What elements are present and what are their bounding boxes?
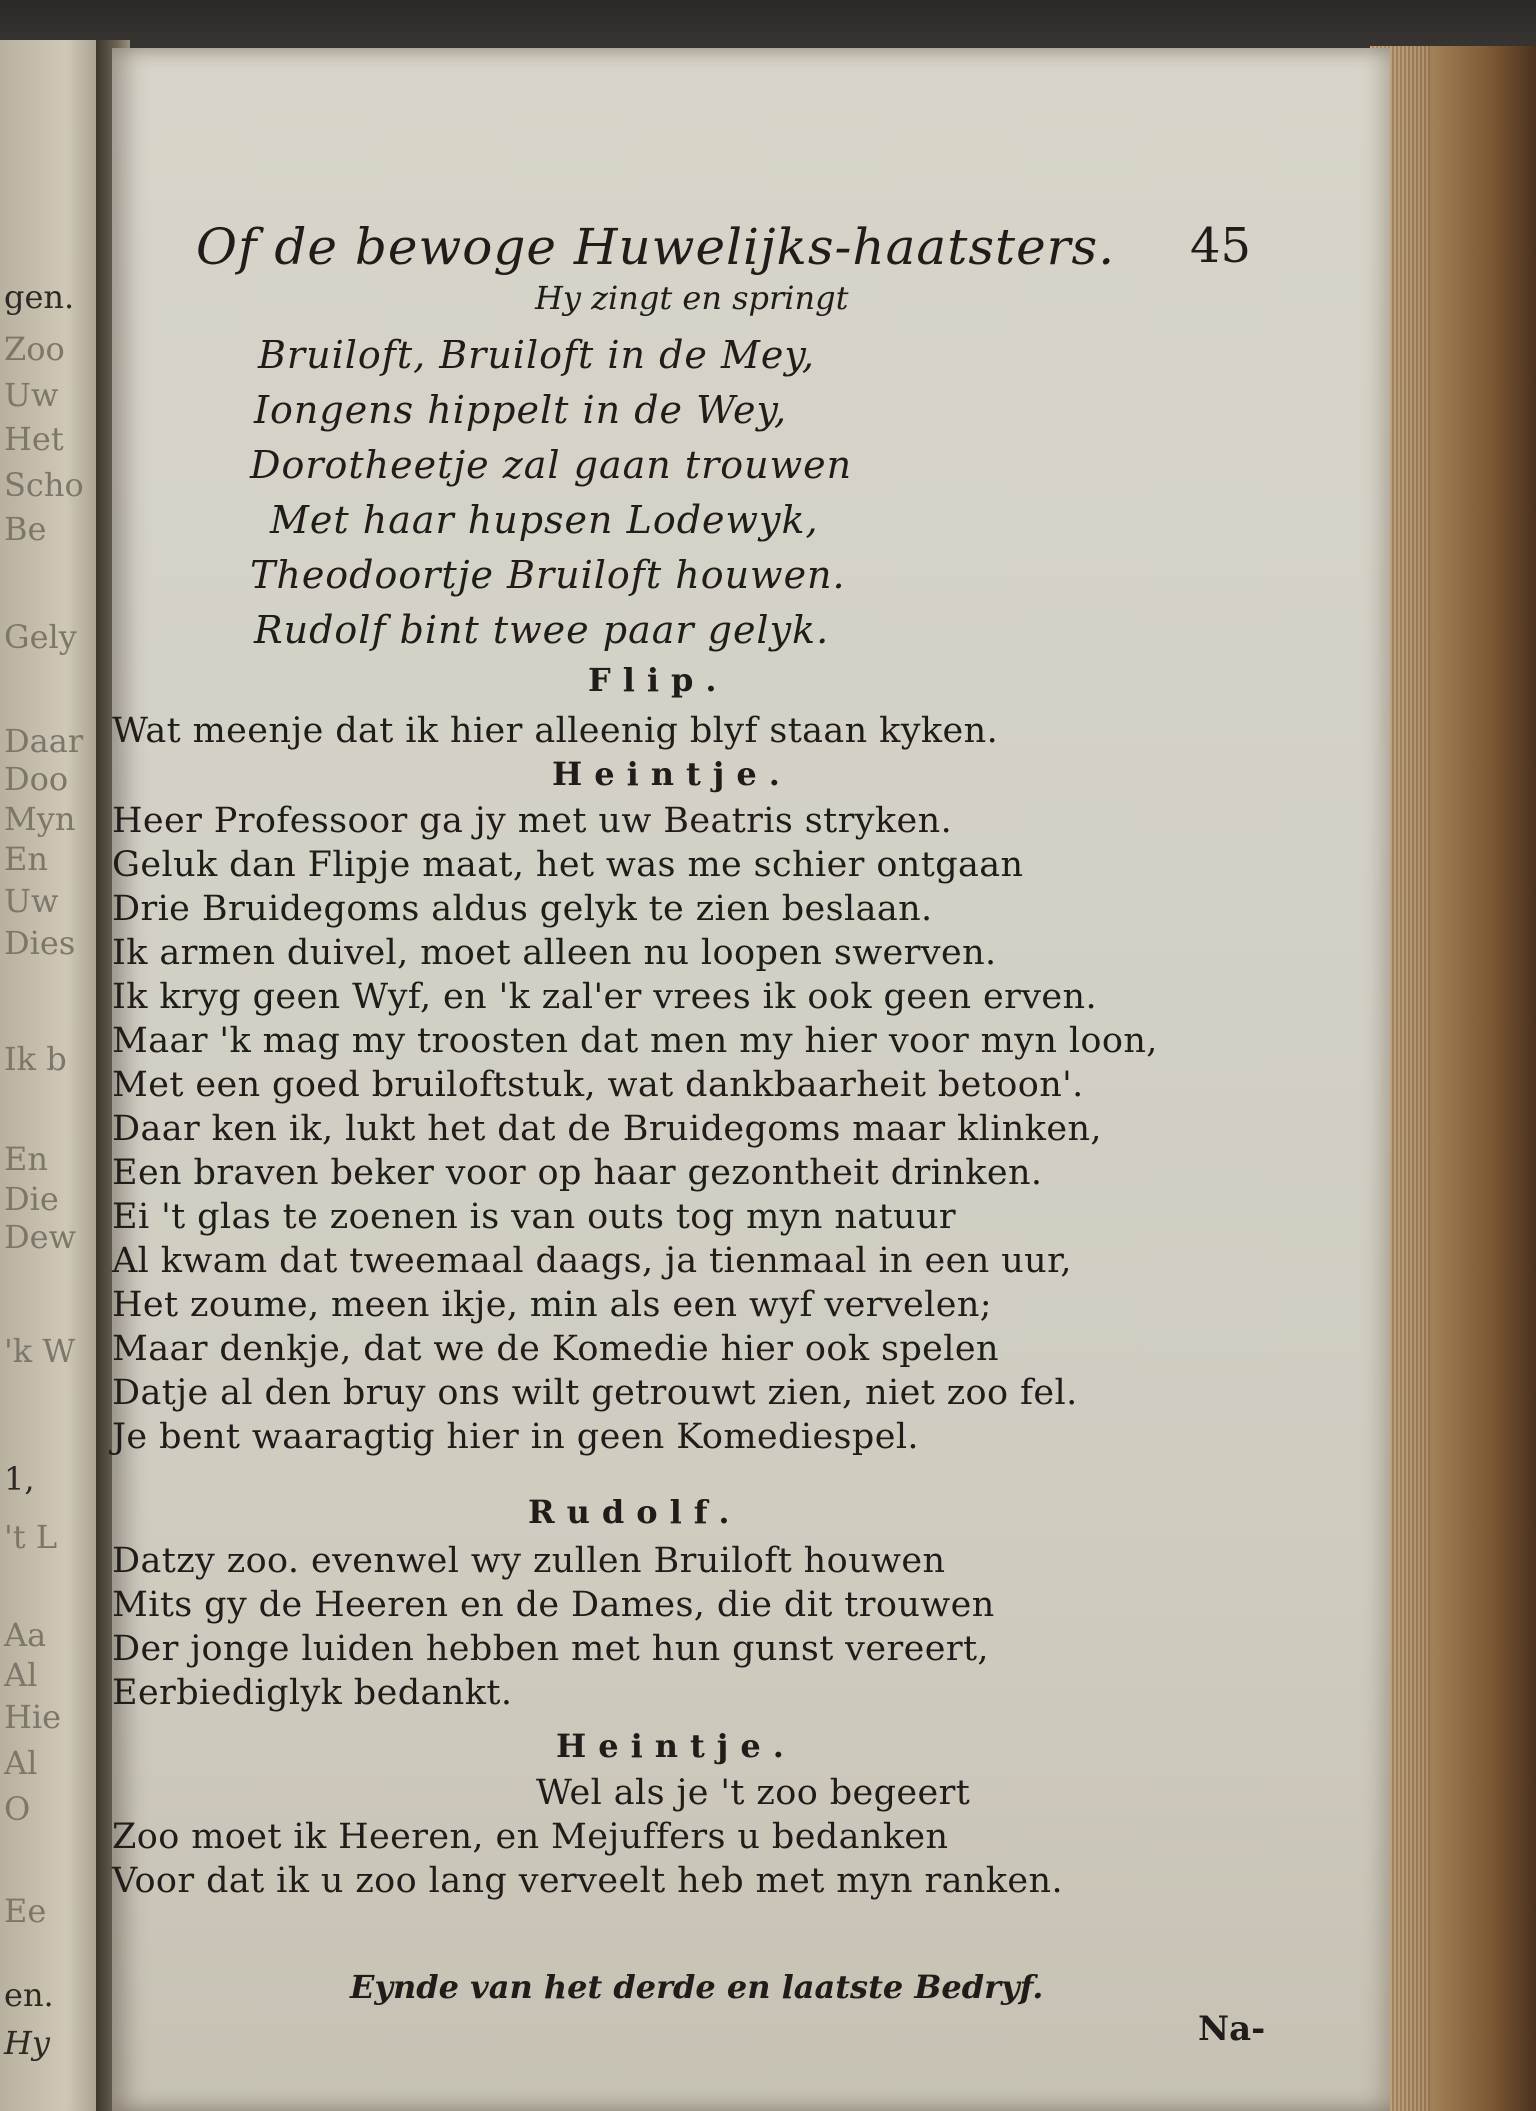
left-fragment: Daar: [4, 722, 84, 760]
verse-line: Ik armen duivel, moet alleen nu loopen swerven.: [112, 933, 997, 973]
running-title: Of de bewoge Huwelijks-haatsters.: [196, 218, 1116, 276]
song-line: Bruiloft, Bruiloft in de Mey,: [258, 333, 815, 377]
verse-line: Geluk dan Flipje maat, het was me schier ontgaan: [112, 845, 1024, 885]
catchword: Na-: [1198, 2009, 1266, 2049]
left-fragment: 1,: [4, 1460, 35, 1498]
song-line: Iongens hippelt in de Wey,: [254, 388, 788, 432]
left-fragment: Al: [4, 1656, 38, 1694]
song-line: Rudolf bint twee paar gelyk.: [254, 608, 830, 652]
song-line: Met haar hupsen Lodewyk,: [270, 498, 819, 542]
left-fragment: Die: [4, 1180, 59, 1218]
left-fragment: Zoo: [4, 330, 65, 368]
verse-line: Ei 't glas te zoenen is van outs tog myn natuur: [112, 1197, 957, 1237]
left-fragment: Het: [4, 420, 64, 458]
left-fragment: en.: [4, 1976, 54, 2014]
verse-line: Met een goed bruiloftstuk, wat dankbaarheit betoon'.: [112, 1065, 1084, 1105]
verse-line: Wat meenje dat ik hier alleenig blyf staan kyken.: [112, 711, 999, 751]
verse-line: Datje al den bruy ons wilt getrouwt zien, niet zoo fel.: [112, 1373, 1078, 1413]
left-fragment: Dew: [4, 1218, 76, 1256]
verse-line: Zoo moet ik Heeren, en Mejuffers u bedanken: [112, 1817, 949, 1857]
verse-line: Der jonge luiden hebben met hun gunst vereert,: [112, 1629, 989, 1669]
verse-line: Eerbiediglyk bedankt.: [112, 1673, 513, 1713]
verse-line: Maar denkje, dat we de Komedie hier ook spelen: [112, 1329, 999, 1369]
left-fragment: 't L: [4, 1518, 58, 1556]
left-fragment: En: [4, 1140, 48, 1178]
left-fragment: Doo: [4, 760, 69, 798]
left-fragment: Ee: [4, 1892, 47, 1930]
verse-line: Ik kryg geen Wyf, en 'k zal'er vrees ik ook geen erven.: [112, 977, 1097, 1017]
verse-line: Mits gy de Heeren en de Dames, die dit trouwen: [112, 1585, 995, 1625]
left-fragment: Al: [4, 1744, 38, 1782]
left-fragment: Aa: [4, 1616, 47, 1654]
verse-line: Drie Bruidegoms aldus gelyk te zien beslaan.: [112, 889, 933, 929]
left-fragment: Scho: [4, 466, 84, 504]
speaker-name: Heintje.: [556, 1727, 796, 1765]
speaker-name: Flip.: [588, 661, 729, 699]
left-fragment: Uw: [4, 882, 59, 920]
speaker-name: Rudolf.: [528, 1493, 742, 1531]
left-fragment: Myn: [4, 800, 76, 838]
speaker-name: Heintje.: [552, 755, 792, 793]
act-end-note: Eynde van het derde en laatste Bedryf.: [350, 1968, 1044, 2006]
left-fragment: Ik b: [4, 1040, 67, 1078]
verse-line: Voor dat ik u zoo lang verveelt heb met myn ranken.: [112, 1861, 1063, 1901]
left-fragment: 'k W: [4, 1332, 76, 1370]
left-fragment: Uw: [4, 376, 59, 414]
left-fragment: Dies: [4, 924, 76, 962]
verse-line: Heer Professoor ga jy met uw Beatris stryken.: [112, 801, 953, 841]
song-line: Theodoortje Bruiloft houwen.: [250, 553, 846, 597]
verse-line: Een braven beker voor op haar gezontheit drinken.: [112, 1153, 1043, 1193]
left-fragment: Hie: [4, 1698, 62, 1736]
verse-line: Wel als je 't zoo begeert: [536, 1773, 971, 1813]
verse-line: Maar 'k mag my troosten dat men my hier voor myn loon,: [112, 1021, 1158, 1061]
verse-line: Al kwam dat tweemaal daags, ja tienmaal in een uur,: [112, 1241, 1072, 1281]
left-fragment: O: [4, 1790, 31, 1828]
stage-direction: Hy zingt en springt: [535, 279, 849, 317]
left-fragment: Be: [4, 510, 47, 548]
verse-line: Het zoume, meen ikje, min als een wyf vervelen;: [112, 1285, 992, 1325]
left-fragment: Gely: [4, 618, 77, 656]
left-fragment: gen.: [4, 278, 75, 316]
left-fragment: Hy: [4, 2024, 50, 2062]
verse-line: Daar ken ik, lukt het dat de Bruidegoms maar klinken,: [112, 1109, 1102, 1149]
page-number: 45: [1190, 218, 1252, 274]
song-line: Dorotheetje zal gaan trouwen: [250, 443, 853, 487]
left-fragment: En: [4, 840, 48, 878]
verse-line: Je bent waaragtig hier in geen Komediespel.: [112, 1417, 919, 1457]
verse-line: Datzy zoo. evenwel wy zullen Bruiloft houwen: [112, 1541, 946, 1581]
